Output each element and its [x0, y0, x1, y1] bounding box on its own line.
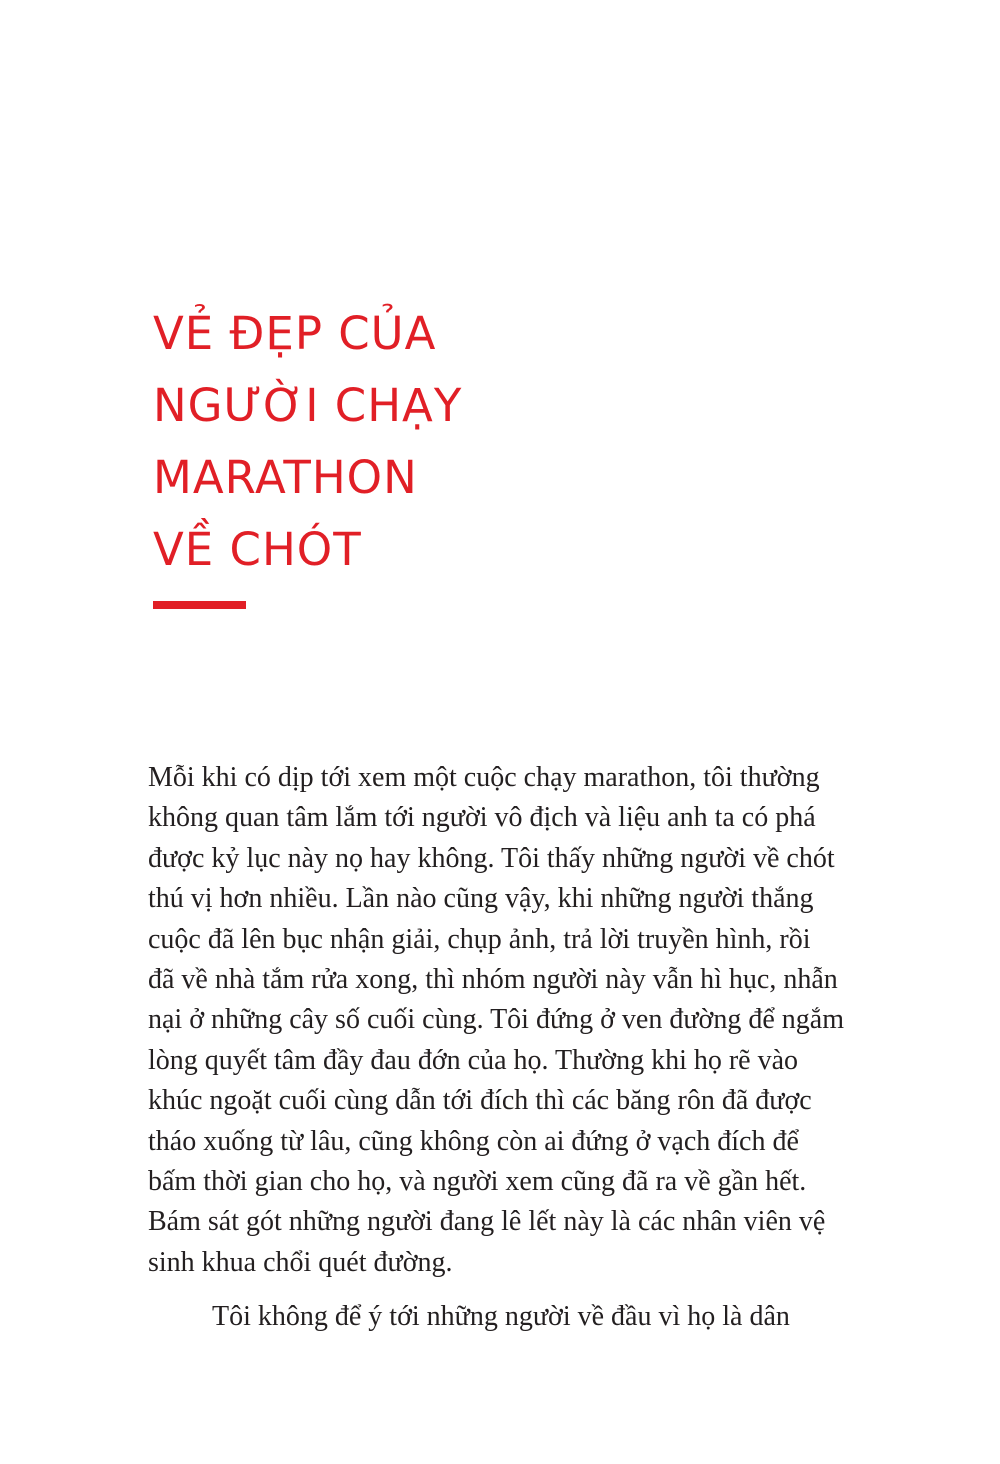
chapter-title: [153, 298, 853, 586]
text-line: không quan tâm lắm tới người vô địch và liệu anh ta có phá: [148, 802, 816, 834]
text-line: Tôi không để ý tới những người về đầu vì họ là dân: [212, 1301, 790, 1333]
text-line: khúc ngoặt cuối cùng dẫn tới đích thì các băng rôn đã được: [148, 1085, 812, 1117]
text-line: cuộc đã lên bục nhận giải, chụp ảnh, trả lời truyền hình, rồi: [148, 923, 811, 955]
paragraph-2: [148, 1297, 878, 1337]
text-line: tháo xuống từ lâu, cũng không còn ai đứng ở vạch đích để: [148, 1125, 799, 1157]
text-line: nại ở những cây số cuối cùng. Tôi đứng ở ven đường để ngắm: [148, 1004, 844, 1036]
title-underline-rule: [153, 601, 246, 609]
text-line: được kỷ lục này nọ hay không. Tôi thấy những người về chót: [148, 842, 835, 874]
text-line: thú vị hơn nhiều. Lần nào cũng vậy, khi những người thắng: [148, 883, 814, 915]
text-line: bấm thời gian cho họ, và người xem cũng đã ra về gần hết.: [148, 1166, 807, 1198]
text-line: Mỗi khi có dịp tới xem một cuộc chạy marathon, tôi thường: [148, 762, 820, 793]
chapter-title-line: VẺ ĐẸP CỦA: [153, 307, 437, 360]
text-line: sinh khua chổi quét đường.: [148, 1246, 453, 1278]
paragraph-1: [148, 758, 878, 1283]
body-text: [148, 758, 878, 1338]
text-line: đã về nhà tắm rửa xong, thì nhóm người này vẫn hì hục, nhẫn: [148, 964, 838, 996]
text-line: Bám sát gót những người đang lê lết này là các nhân viên vệ: [148, 1206, 826, 1238]
text-line: lòng quyết tâm đầy đau đớn của họ. Thường khi họ rẽ vào: [148, 1044, 799, 1076]
chapter-title-line: MARATHON: [153, 451, 418, 504]
chapter-title-line: VỀ CHÓT: [153, 523, 362, 576]
chapter-title-line: NGƯỜI CHẠY: [153, 379, 463, 432]
